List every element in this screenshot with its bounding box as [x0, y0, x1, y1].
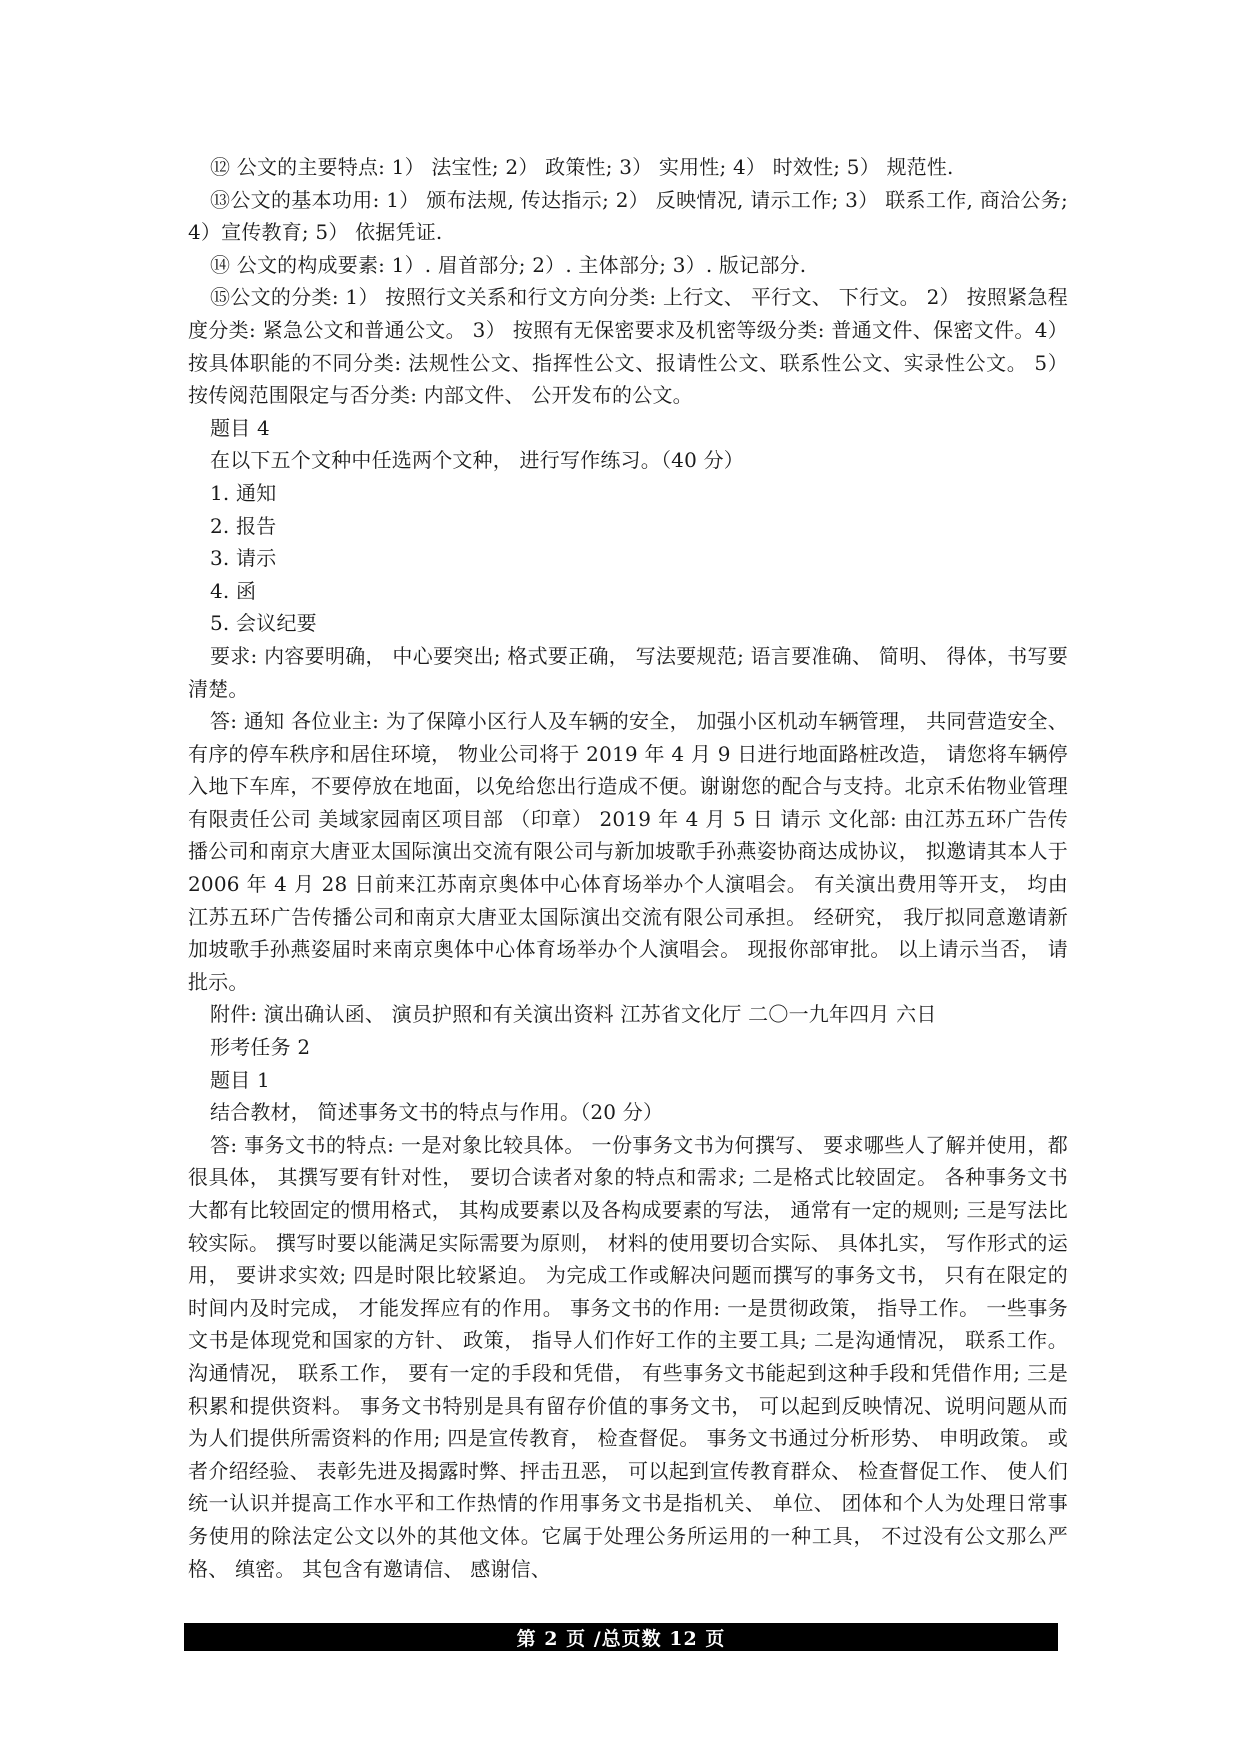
- question-heading: 题目 1: [210, 1067, 270, 1092]
- answer-text: 答: 通知 各位业主: 为了保障小区行人及车辆的安全， 加强小区机动车辆管理， 共同营造安全、有序的停车秩序和居住环境， 物业公司将于 2019 年 4 月 9 日进行地面路桩改造， 请您将车辆停入地下车库，不要停放在地面，以免给您出行造成不便。谢谢您的配合与支持。北京禾佑物业管理有限责任公司 美域家园南区项目部 （印章） 2019 年 4 月 5 日 请示 文化部: 由江苏五环广告传播公司和南京大唐亚太国际演出交流有限公司与新加坡歌手孙燕姿协商达成协议， 拟邀请其本人于 2006 年 4 月 28 日前来江苏南京奥体中心体育场举办个人演唱会。 有关演出费用等开支， 均由江苏五环广告传播公司和南京大唐亚太国际演出交流有限公司承担。 经研究， 我厅拟同意邀请新加坡歌手孙燕姿届时来南京奥体中心体育场举办个人演唱会。 现报你部审批。 以上请示当否， 请批示。: [188, 709, 1068, 994]
- question-prompt: 结合教材， 简述事务文书的特点与作用。（20 分）: [210, 1100, 664, 1125]
- task-heading: 形考任务 2: [210, 1035, 311, 1060]
- paragraph-elements: ⑭ 公文的构成要素: 1）. 眉首部分; 2）. 主体部分; 3）. 版记部分.: [210, 252, 807, 277]
- paragraph-features: ⑫ 公文的主要特点: 1） 法宝性; 2） 政策性; 3） 实用性; 4） 时效性; 5） 规范性.: [210, 155, 954, 179]
- list-item: 4. 函: [210, 578, 257, 603]
- attachment-text: 附件: 演出确认函、 演员护照和有关演出资料 江苏省文化厅 二〇一九年四月 六日: [210, 1002, 937, 1027]
- page-footer: [184, 1623, 1058, 1651]
- list-item: 3. 请示: [210, 546, 277, 571]
- question-prompt: 在以下五个文种中任选两个文种， 进行写作练习。（40 分）: [210, 448, 744, 473]
- answer-text: 答: 事务文书的特点: 一是对象比较具体。 一份事务文书为何撰写、 要求哪些人了解并使用，都很具体， 其撰写要有针对性， 要切合读者对象的特点和需求; 二是格式比较固定。 各种事务文书大都有比较固定的惯用格式， 其构成要素以及各构成要素的写法， 通常有一定的规则; 三是写法比较实际。 撰写时要以能满足实际需要为原则， 材料的使用要切合实际、 具体扎实， 写作形式的运用， 要讲求实效; 四是时限比较紧迫。 为完成工作或解决问题而撰写的事务文书， 只有在限定的时间内及时完成， 才能发挥应有的作用。 事务文书的作用: 一是贯彻政策， 指导工作。 一些事务文书是体现党和国家的方针、 政策， 指导人们作好工作的主要工具; 二是沟通情况， 联系工作。 沟通情况， 联系工作， 要有一定的手段和凭借， 有些事务文书能起到这种手段和凭借作用; 三是积累和提供资料。 事务文书特别是具有留存价值的事务文书， 可以起到反映情况、说明问题从而为人们提供所需资料的作用; 四是宣传教育， 检查督促。 事务文书通过分析形势、 申明政策。 或者介绍经验、 表彰先进及揭露时弊、抨击丑恶， 可以起到宣传教育群众、 检查督促工作、 使人们统一认识并提高工作水平和工作热情的作用事务文书是指机关、 单位、 团体和个人为处理日常事务使用的除法定公文以外的其他文体。它属于处理公务所运用的一种工具， 不过没有公文那么严格、 缜密。 其包含有邀请信、 感谢信、: [188, 1132, 1068, 1581]
- page-number: 第 2 页 /总页数 12 页: [516, 1627, 726, 1650]
- list-item: 2. 报告: [210, 513, 277, 538]
- paragraph-classification: ⑮公文的分类: 1） 按照行文关系和行文方向分类: 上行文、 平行文、 下行文。 2） 按照紧急程度分类: 紧急公文和普通公文。 3） 按照有无保密要求及机密等级分类: 普通文件、保密文件。4）按具体职能的不同分类: 法规性公文、指挥性公文、报请性公文、联系性公文、实录性公文。 5） 按传阅范围限定与否分类: 内部文件、 公开发布的公文。: [188, 285, 1068, 408]
- list-item: 5. 会议纪要: [210, 611, 317, 636]
- list-item: 1. 通知: [210, 480, 277, 505]
- question-heading: 题目 4: [210, 415, 270, 440]
- paragraph-functions: ⑬公文的基本功用: 1） 颁布法规, 传达指示; 2） 反映情况, 请示工作; 3） 联系工作, 商洽公务; 4）宣传教育; 5） 依据凭证.: [188, 187, 1068, 245]
- requirements-text: 要求: 内容要明确， 中心要突出; 格式要正确， 写法要规范; 语言要准确、 简明、 得体，书写要清楚。: [188, 643, 1068, 701]
- document-body: [188, 151, 1068, 1585]
